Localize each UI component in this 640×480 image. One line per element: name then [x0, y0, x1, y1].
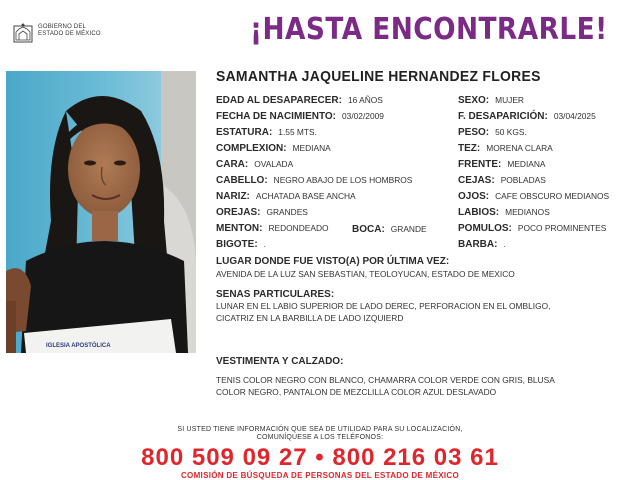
field-value: MEDIANOS	[505, 207, 550, 217]
field-value: CAFE OBSCURO MEDIANOS	[495, 191, 610, 201]
field-value: .	[503, 239, 506, 249]
clothing-text	[216, 374, 555, 398]
state-coat-of-arms-icon	[12, 22, 34, 44]
marks-line-1: LUNAR EN EL LABIO SUPERIOR DE LADO DEREC, PERFORACION EN EL OMBLIGO,	[216, 301, 551, 311]
field-tez	[458, 142, 553, 155]
field-label: CARA:	[216, 159, 249, 170]
field-menton	[216, 222, 329, 235]
field-label: OREJAS:	[216, 207, 261, 218]
field-label: FECHA DE NACIMIENTO:	[216, 111, 336, 122]
phone-number-2[interactable]: 800 216 03 61	[332, 444, 499, 471]
field-barba	[458, 238, 506, 251]
field-value: REDONDEADO	[268, 223, 329, 233]
field-value: POBLADAS	[500, 175, 546, 185]
field-edad	[216, 94, 383, 107]
field-desaparicion	[458, 110, 596, 123]
field-sexo	[458, 94, 524, 107]
field-nariz	[216, 190, 356, 203]
field-value: 1.55 MTS.	[278, 127, 317, 137]
field-complexion	[216, 142, 331, 155]
field-label: LABIOS:	[458, 207, 500, 218]
field-value: 16 AÑOS	[347, 95, 383, 105]
marks-text	[216, 300, 550, 324]
field-frente	[458, 158, 546, 171]
gov-line-2: ESTADO DE MÉXICO	[38, 31, 101, 37]
field-cabello	[216, 174, 412, 187]
clothing-line-2: COLOR NEGRO, PANTALON DE MEZCLILLA COLOR AZUL DESLAVADO	[216, 387, 497, 397]
contact-info-line-2: COMUNÍQUESE A LOS TELÉFONOS:	[256, 434, 384, 441]
last-seen-text: AVENIDA DE LA LUZ SAN SEBASTIAN, TEOLOYUCAN, ESTADO DE MEXICO	[216, 269, 515, 279]
field-value: NEGRO ABAJO DE LOS HOMBROS	[273, 175, 413, 185]
field-label: F. DESAPARICIÓN:	[458, 111, 548, 122]
field-value: POCO PROMINENTES	[517, 223, 607, 233]
government-label	[38, 24, 101, 38]
field-bigote	[216, 238, 266, 251]
field-nacimiento	[216, 110, 384, 123]
field-label: SEXO:	[458, 95, 490, 106]
missing-person-photo	[6, 71, 196, 353]
field-label: FRENTE:	[458, 159, 502, 170]
field-value: MEDIANA	[507, 159, 546, 169]
marks-line-2: CICATRIZ EN LA BARBILLA DE LADO IZQUIERD	[216, 313, 404, 323]
field-value: 50 KGS.	[495, 127, 527, 137]
field-value: GRANDE	[390, 224, 427, 234]
field-value: MORENA CLARA	[486, 143, 553, 153]
field-boca	[352, 223, 427, 236]
marks-title: SENAS PARTICULARES:	[216, 289, 335, 300]
field-ojos	[458, 190, 609, 203]
certificate-text: IGLESIA APOSTÓLICA	[46, 343, 111, 349]
field-label: EDAD AL DESAPARECER:	[216, 95, 342, 106]
field-value: 03/02/2009	[342, 111, 384, 121]
gov-line-1: GOBIERNO DEL	[38, 24, 87, 30]
field-label: CABELLO:	[216, 175, 268, 186]
field-orejas	[216, 206, 308, 219]
clothing-title: VESTIMENTA Y CALZADO:	[216, 356, 344, 367]
field-label: NARIZ:	[216, 191, 250, 202]
clothing-line-1: TENIS COLOR NEGRO CON BLANCO, CHAMARRA COLOR VERDE CON GRIS, BLUSA	[216, 375, 555, 385]
phone-separator: •	[315, 444, 325, 471]
field-value: MUJER	[495, 95, 524, 105]
field-cara	[216, 158, 293, 171]
contact-info-line-1: SI USTED TIENE INFORMACIÓN QUE SEA DE UTILIDAD PARA SU LOCALIZACIÓN,	[177, 426, 463, 433]
field-value: 03/04/2025	[553, 111, 596, 121]
field-pomulos	[458, 222, 606, 235]
field-label: POMULOS:	[458, 223, 512, 234]
phone-number-1[interactable]: 800 509 09 27	[141, 444, 308, 471]
field-label: TEZ:	[458, 143, 481, 154]
field-label: CEJAS:	[458, 175, 495, 186]
last-seen-title: LUGAR DONDE FUE VISTO(A) POR ÚLTIMA VEZ:	[216, 256, 450, 267]
field-estatura	[216, 126, 317, 139]
field-label: ESTATURA:	[216, 127, 273, 138]
field-label: BOCA:	[352, 224, 385, 235]
field-label: MENTON:	[216, 223, 263, 234]
field-value: MEDIANA	[292, 143, 331, 153]
field-value: OVALADA	[254, 159, 294, 169]
contact-info	[0, 426, 640, 442]
field-peso	[458, 126, 527, 139]
field-label: BIGOTE:	[216, 239, 258, 250]
headline: ¡HASTA ENCONTRARLE!	[250, 12, 608, 47]
phone-numbers	[0, 444, 640, 472]
field-label: COMPLEXION:	[216, 143, 287, 154]
field-label: BARBA:	[458, 239, 498, 250]
field-labios	[458, 206, 550, 219]
field-label: PESO:	[458, 127, 490, 138]
field-label: OJOS:	[458, 191, 490, 202]
field-value: .	[263, 239, 266, 249]
field-value: GRANDES	[266, 207, 308, 217]
commission-name: COMISIÓN DE BÚSQUEDA DE PERSONAS DEL ESTADO DE MÉXICO	[180, 471, 459, 480]
field-value: ACHATADA BASE ANCHA	[255, 191, 356, 201]
field-cejas	[458, 174, 546, 187]
person-name: SAMANTHA JAQUELINE HERNANDEZ FLORES	[216, 68, 541, 85]
